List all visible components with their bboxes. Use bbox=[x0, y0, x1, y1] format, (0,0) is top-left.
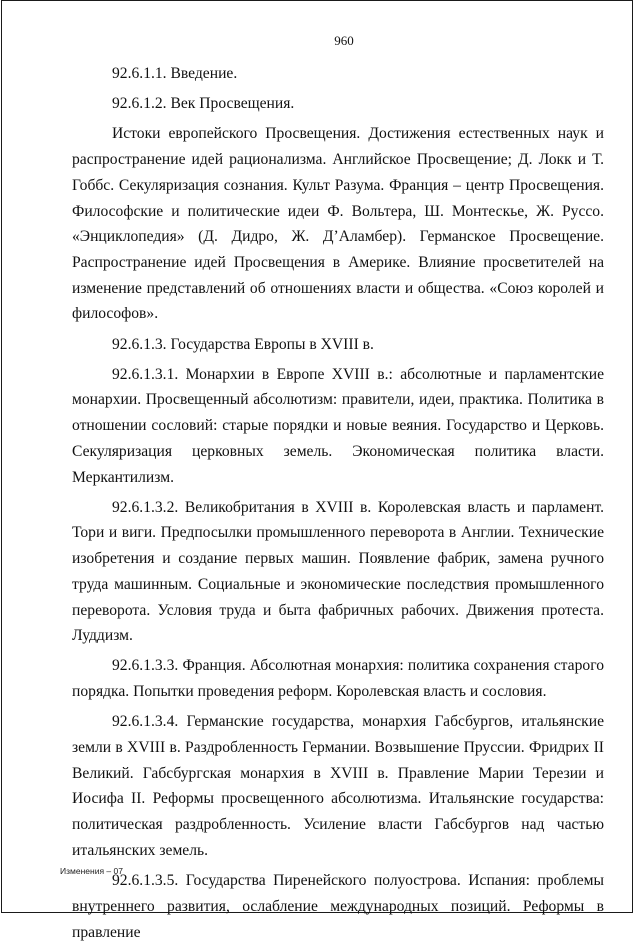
section-heading-enlightenment: 92.6.1.2. Век Просвещения. bbox=[112, 95, 295, 113]
section-heading-european-states: 92.6.1.3. Государства Европы в XVIII в. bbox=[112, 335, 374, 353]
paragraph-monarchies: 92.6.1.3.1. Монархии в Европе XVIII в.: абсолютные и парламентские монархии. Просвещенный абсолютизм: правители, идеи, практика. Политика в отношении сословий: старые порядки и новые веяния. Государство и Церковь. Секуляризация церковных земель. Экономическая политика власти. Меркантилизм. bbox=[72, 365, 604, 486]
paragraph-german-states: 92.6.1.3.4. Германские государства, монархия Габсбургов, итальянские земли в XVIII в. Раздробленность Германии. Возвышение Пруссии. Фридрих II Великий. Габсбургская монархия в XVIII в. Правление Марии Терезии и Иосифа II. Реформы просвещенного абсолютизма. Итальянские государства: политическая раздробленность. Усиление власти Габсбургов над частью итальянских земель. bbox=[72, 713, 604, 859]
page-number: 960 bbox=[334, 33, 354, 48]
paragraph-france: 92.6.1.3.3. Франция. Абсолютная монархия: политика сохранения старого порядка. Попытки проведения реформ. Королевская власть и сословия. bbox=[72, 657, 604, 701]
section-heading-introduction: 92.6.1.1. Введение. bbox=[112, 65, 238, 82]
document-body bbox=[72, 61, 604, 945]
paragraph-iberian-states: 92.6.1.3.5. Государства Пиренейского полуострова. Испания: проблемы внутреннего развития, ослабление международных позиций. Реформы в правление bbox=[72, 872, 604, 941]
paragraph-great-britain: 92.6.1.3.2. Великобритания в XVIII в. Королевская власть и парламент. Тори и виги. Предпосылки промышленного переворота в Англии. Технические изобретения и создание первых машин. Появление фабрик, замена ручного труда машинным. Социальные и экономические последствия промышленного переворота. Условия труда и быта фабричных рабочих. Движения протеста. Луддизм. bbox=[72, 498, 604, 645]
paragraph-enlightenment: Истоки европейского Просвещения. Достижения естественных наук и распространение идей рационализма. Английское Просвещение; Д. Локк и Т. Гоббс. Секуляризация сознания. Культ Разума. Франция – центр Просвещения. Философские и политические идеи Ф. Вольтера, Ш. Монтескье, Ж. Руссо. «Энциклопедия» (Д. Дидро, Ж. Д’Аламбер). Германское Просвещение. Распространение идей Просвещения в Америке. Влияние просветителей на изменение представлений об отношениях власти и общества. «Союз королей и философов». bbox=[72, 125, 604, 323]
footer-revision-note: Изменения – 07 bbox=[60, 866, 123, 876]
